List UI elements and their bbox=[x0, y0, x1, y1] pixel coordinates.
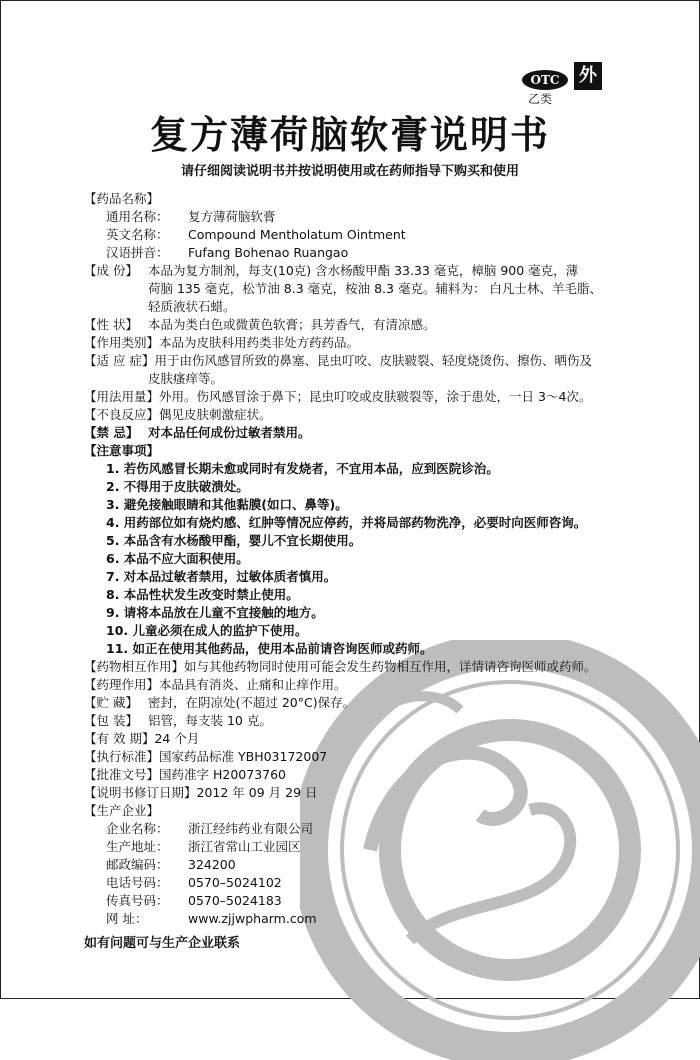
section-text: 密封，在阴凉处(不超过 20°C)保存。 bbox=[148, 695, 356, 710]
section-drug-name bbox=[84, 190, 644, 208]
section-category bbox=[84, 334, 644, 352]
pinyin-name-row bbox=[84, 244, 644, 262]
manufacturer-name-row bbox=[84, 820, 644, 838]
section-revision-date bbox=[84, 784, 644, 802]
section-text-continued: 轻质液状石蜡。 bbox=[148, 299, 236, 314]
contact-note: 如有问题可与生产企业联系 bbox=[84, 936, 241, 951]
section-validity bbox=[84, 730, 644, 748]
manufacturer-fax-row bbox=[84, 892, 644, 910]
section-text: 用于由伤风感冒所致的鼻塞、昆虫叮咬、皮肤皲裂、轻度烧烫伤、擦伤、晒伤及 bbox=[154, 353, 592, 368]
section-header: 【贮 藏】 bbox=[84, 695, 138, 710]
section-usage bbox=[84, 388, 644, 406]
field-value: 复方薄荷脑软膏 bbox=[188, 209, 276, 224]
section-text: 如与其他药物同时使用可能会发生药物相互作用，详情请咨询医师或药师。 bbox=[184, 659, 597, 674]
english-name-row bbox=[84, 226, 644, 244]
manufacturer-phone-row bbox=[84, 874, 644, 892]
section-header: 【注意事项】 bbox=[84, 443, 160, 458]
section-header: 【用法用量】 bbox=[84, 389, 160, 404]
section-composition bbox=[84, 262, 644, 280]
section-properties bbox=[84, 316, 644, 334]
field-label: 英文名称： bbox=[106, 227, 169, 242]
field-value: 浙江经纬药业有限公司 bbox=[188, 821, 314, 836]
section-header: 【药品名称】 bbox=[84, 191, 160, 206]
precaution-item: 11. 如正在使用其他药品，使用本品前请咨询医师或药师。 bbox=[106, 641, 433, 656]
section-text: 2012 年 09 月 29 日 bbox=[196, 785, 318, 800]
section-header: 【生产企业】 bbox=[84, 803, 160, 818]
field-label: 通用名称： bbox=[106, 209, 169, 224]
section-standard bbox=[84, 748, 644, 766]
precaution-item: 10. 儿童必须在成人的监护下使用。 bbox=[106, 623, 308, 638]
section-approval bbox=[84, 766, 644, 784]
section-header: 【药理作用】 bbox=[84, 677, 160, 692]
section-text: 本品为类白色或微黄色软膏；具芳香气，有清凉感。 bbox=[148, 317, 436, 332]
precaution-item: 1. 若伤风感冒长期未愈或同时有发烧者，不宜用本品，应到医院诊治。 bbox=[106, 461, 499, 476]
field-value: 0570–5024102 bbox=[188, 875, 282, 890]
precaution-item: 5. 本品含有水杨酸甲酯，婴儿不宜长期使用。 bbox=[106, 533, 362, 548]
field-value: Fufang Bohenao Ruangao bbox=[188, 245, 349, 260]
section-text: 本品为皮肤科用药类非处方药药品。 bbox=[159, 335, 360, 350]
section-precautions bbox=[84, 442, 644, 460]
section-text: 24 个月 bbox=[154, 731, 200, 746]
document-body bbox=[84, 190, 644, 928]
precaution-item: 8. 本品性状发生改变时禁止使用。 bbox=[106, 587, 299, 602]
section-header: 【性 状】 bbox=[84, 317, 138, 332]
precaution-item: 7. 对本品过敏者禁用，过敏体质者慎用。 bbox=[106, 569, 337, 584]
field-label: 电话号码： bbox=[106, 875, 169, 890]
section-header: 【有 效 期】 bbox=[84, 731, 155, 746]
generic-name-row bbox=[84, 208, 644, 226]
otc-badge: OTC bbox=[522, 70, 568, 90]
section-interactions bbox=[84, 658, 644, 676]
section-header: 【药物相互作用】 bbox=[84, 659, 185, 674]
section-storage bbox=[84, 694, 644, 712]
section-text-continued: 荷脑 135 毫克，松节油 8.3 毫克，桉油 8.3 毫克。辅料为： 白凡士林、羊毛脂、 bbox=[148, 281, 602, 296]
section-contraindications bbox=[84, 424, 644, 442]
field-value: 0570–5024183 bbox=[188, 893, 282, 908]
section-text: 本品具有消炎、止痛和止痒作用。 bbox=[159, 677, 347, 692]
section-package bbox=[84, 712, 644, 730]
field-value: 324200 bbox=[188, 857, 236, 872]
external-use-badge: 外 bbox=[574, 62, 602, 90]
section-header: 【执行标准】 bbox=[84, 749, 160, 764]
field-label: 邮政编码： bbox=[106, 857, 169, 872]
section-header: 【禁 忌】 bbox=[84, 425, 139, 440]
manufacturer-postcode-row bbox=[84, 856, 644, 874]
section-header: 【批准文号】 bbox=[84, 767, 160, 782]
section-text-continued: 皮肤瘙痒等。 bbox=[148, 371, 224, 386]
section-text: 偶见皮肤刺激症状。 bbox=[159, 407, 272, 422]
section-header: 【包 装】 bbox=[84, 713, 138, 728]
section-text: 国药准字 H20073760 bbox=[159, 767, 287, 782]
section-text: 外用。伤风感冒涂于鼻下；昆虫叮咬或皮肤皲裂等，涂于患处，一日 3～4次。 bbox=[159, 389, 592, 404]
section-indications bbox=[84, 352, 644, 370]
field-value: 浙江省常山工业园区 bbox=[188, 839, 301, 854]
field-value: Compound Mentholatum Ointment bbox=[188, 227, 406, 242]
section-text: 国家药品标准 YBH03172007 bbox=[159, 749, 328, 764]
field-label: 传真号码： bbox=[106, 893, 169, 908]
class-label: 乙类 bbox=[528, 92, 553, 106]
section-text: 本品为复方制剂，每支(10克) 含水杨酸甲酯 33.33 毫克，樟脑 900 毫克，薄 bbox=[148, 263, 579, 278]
section-text: 对本品任何成份过敏者禁用。 bbox=[148, 425, 311, 440]
section-header: 【说明书修订日期】 bbox=[84, 785, 197, 800]
otc-badges bbox=[522, 62, 618, 106]
document-title: 复方薄荷脑软膏说明书 bbox=[149, 113, 550, 157]
section-pharmacology bbox=[84, 676, 644, 694]
section-manufacturer bbox=[84, 802, 644, 820]
precaution-item: 3. 避免接触眼睛和其他黏膜(如口、鼻等)。 bbox=[106, 497, 348, 512]
section-header: 【不良反应】 bbox=[84, 407, 160, 422]
precaution-item: 6. 本品不应大面积使用。 bbox=[106, 551, 249, 566]
field-value: www.zjjwpharm.com bbox=[188, 911, 317, 926]
document-subtitle: 请仔细阅读说明书并按说明使用或在药师指导下购买和使用 bbox=[180, 164, 519, 179]
section-header: 【作用类别】 bbox=[84, 335, 160, 350]
field-label: 企业名称： bbox=[106, 821, 169, 836]
field-label: 汉语拼音： bbox=[106, 245, 169, 260]
section-adverse-reactions bbox=[84, 406, 644, 424]
manufacturer-address-row bbox=[84, 838, 644, 856]
precaution-item: 4. 用药部位如有烧灼感、红肿等情况应停药，并将局部药物洗净，必要时向医师咨询。 bbox=[106, 515, 587, 530]
precaution-item: 9. 请将本品放在儿童不宜接触的地方。 bbox=[106, 605, 324, 620]
precaution-item: 2. 不得用于皮肤破溃处。 bbox=[106, 479, 249, 494]
section-header: 【成 份】 bbox=[84, 263, 138, 278]
section-text: 铝管，每支装 10 克。 bbox=[148, 713, 272, 728]
field-label: 网 址： bbox=[106, 911, 148, 926]
manufacturer-website-row bbox=[84, 910, 644, 928]
field-label: 生产地址： bbox=[106, 839, 169, 854]
section-header: 【适 应 症】 bbox=[84, 353, 155, 368]
